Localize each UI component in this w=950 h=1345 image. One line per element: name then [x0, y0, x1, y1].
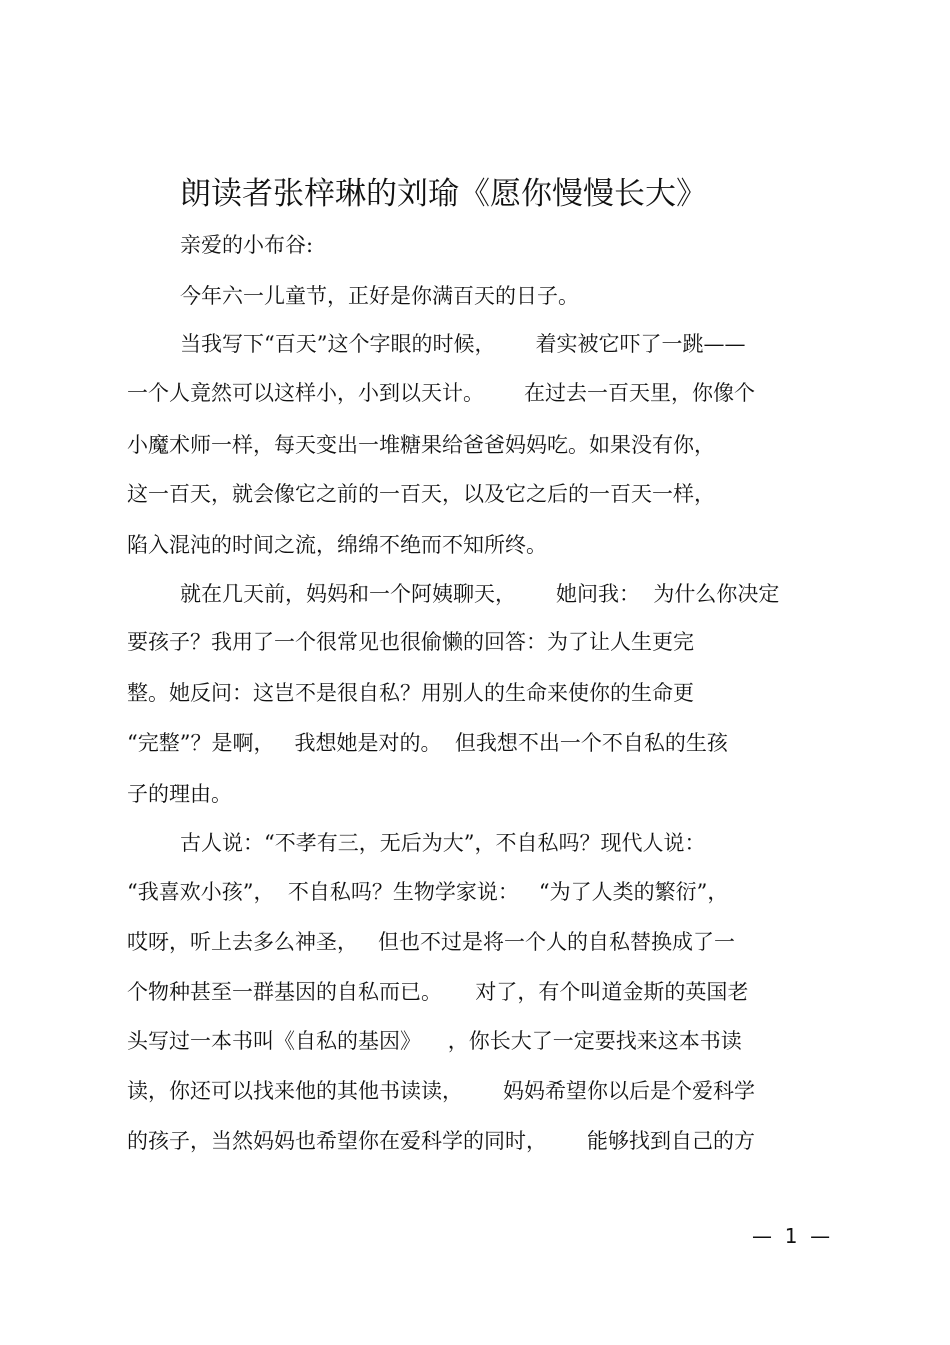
paragraph-line: 子的理由。: [127, 782, 232, 806]
paragraph-line: 整。她反问：这岂不是很自私？用别人的生命来使你的生命更: [127, 681, 694, 705]
paragraph-line: 今年六一儿童节，正好是你满百天的日子。: [180, 284, 579, 308]
paragraph-line: 古人说：“不孝有三，无后为大”，不自私吗？现代人说：: [180, 831, 706, 855]
document-title: 朗读者张梓琳的刘瑜《愿你慢慢长大》: [180, 176, 707, 212]
paragraph-line: 陷入混沌的时间之流，绵绵不绝而不知所终。: [127, 533, 547, 557]
paragraph-line: 要孩子？我用了一个很常见也很偷懒的回答：为了让人生更完: [127, 630, 694, 654]
paragraph-line: 的孩子，当然妈妈也希望你在爱科学的同时， 能够找到自己的方: [127, 1129, 756, 1153]
page-number: — 1 —: [752, 1224, 831, 1248]
paragraph-line: 个物种甚至一群基因的自私而已。 对了，有个叫道金斯的英国老: [127, 980, 749, 1004]
paragraph-line: 读，你还可以找来他的其他书读读， 妈妈希望你以后是个爱科学: [127, 1079, 756, 1103]
paragraph-line: 小魔术师一样，每天变出一堆糖果给爸爸妈妈吃。如果没有你，: [127, 433, 715, 457]
paragraph-line: “完整”？是啊， 我想她是对的。 但我想不出一个不自私的生孩: [127, 731, 728, 755]
paragraph-line: 就在几天前，妈妈和一个阿姨聊天， 她问我： 为什么你决定: [180, 582, 780, 606]
paragraph-line: 哎呀，听上去多么神圣， 但也不过是将一个人的自私替换成了一: [127, 930, 736, 954]
paragraph-line: 头写过一本书叫《自私的基因》 ，你长大了一定要找来这本书读: [127, 1029, 742, 1053]
paragraph-line: “我喜欢小孩”， 不自私吗？生物学家说： “为了人类的繁衍”，: [127, 880, 729, 904]
paragraph-line: 一个人竟然可以这样小，小到以天计。 在过去一百天里，你像个: [127, 381, 756, 405]
salutation: 亲爱的小布谷:: [180, 233, 314, 257]
paragraph-line: 当我写下“百天”这个字眼的时候， 着实被它吓了一跳——: [180, 332, 746, 356]
paragraph-line: 这一百天，就会像它之前的一百天，以及它之后的一百天一样，: [127, 482, 715, 506]
